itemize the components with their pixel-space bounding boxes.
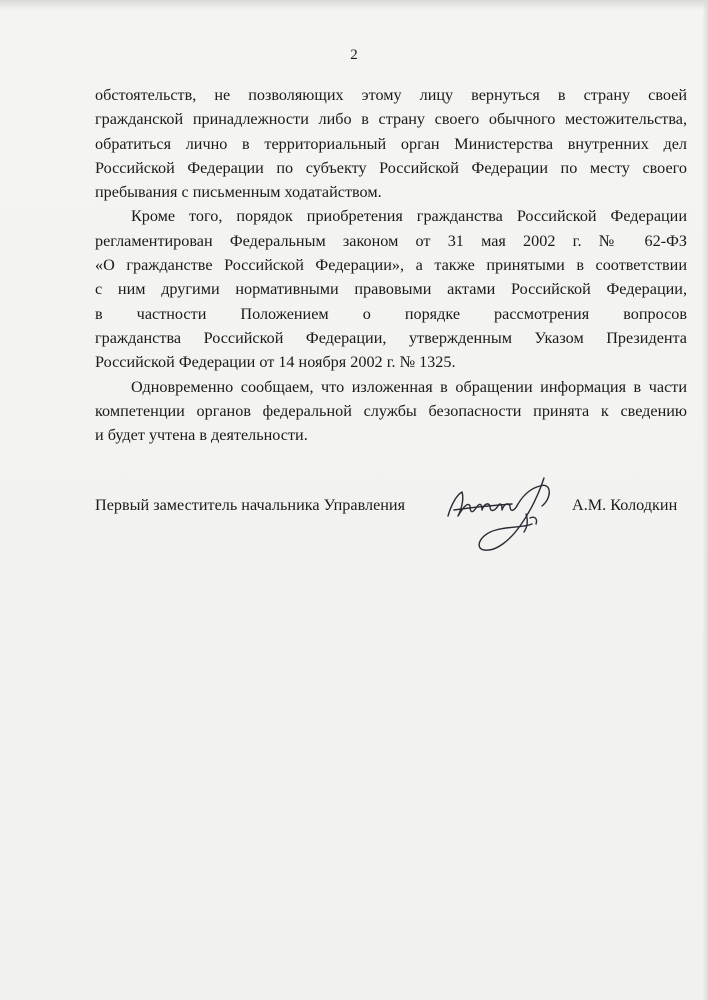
text-line: Российской Федерации от 14 ноября 2002 г. № 1325.	[95, 353, 456, 372]
text-line: в частности Положением о порядке рассмотрения вопросов	[95, 304, 687, 323]
text-line: с ним другими нормативными правовыми актами Российской Федерации,	[95, 280, 687, 299]
paragraph-3	[95, 375, 687, 448]
scan-edge-top	[0, 0, 708, 10]
letter-body	[95, 83, 687, 447]
text-line: и будет учтена в деятельности.	[95, 426, 308, 445]
page-number: 2	[350, 47, 358, 63]
text-line: Кроме того, порядок приобретения гражданства Российской Федерации	[131, 207, 687, 226]
text-line: гражданской принадлежности либо в страну своего обычного местожительства,	[95, 110, 687, 129]
text-line: пребывания с письменным ходатайством.	[95, 183, 382, 202]
signatory-name: А.М. Колодкин	[572, 496, 678, 514]
signatory-title: Первый заместитель начальника Управления	[95, 496, 406, 514]
paragraph-1	[95, 83, 687, 204]
text-line: обратиться лично в территориальный орган Министерства внутренних дел	[95, 134, 687, 153]
text-line: Одновременно сообщаем, что изложенная в обращении информация в части	[131, 377, 687, 396]
text-line: гражданства Российской Федерации, утвержденным Указом Президента	[95, 328, 687, 347]
text-line: обстоятельств, не позволяющих этому лицу вернуться в страну своей	[95, 86, 687, 104]
text-line: регламентирован Федеральным законом от 31 мая 2002 г. № 62-ФЗ	[95, 231, 687, 250]
paragraph-2	[95, 204, 687, 374]
text-line: «О гражданстве Российской Федерации», а также принятыми в соответствии	[95, 256, 687, 275]
text-line: компетенции органов федеральной службы безопасности принята к сведению	[95, 401, 687, 420]
text-line: Российской Федерации по субъекту Российской Федерации по месту своего	[95, 158, 687, 177]
scan-edge-right	[702, 0, 708, 1000]
handwritten-signature	[440, 466, 562, 560]
